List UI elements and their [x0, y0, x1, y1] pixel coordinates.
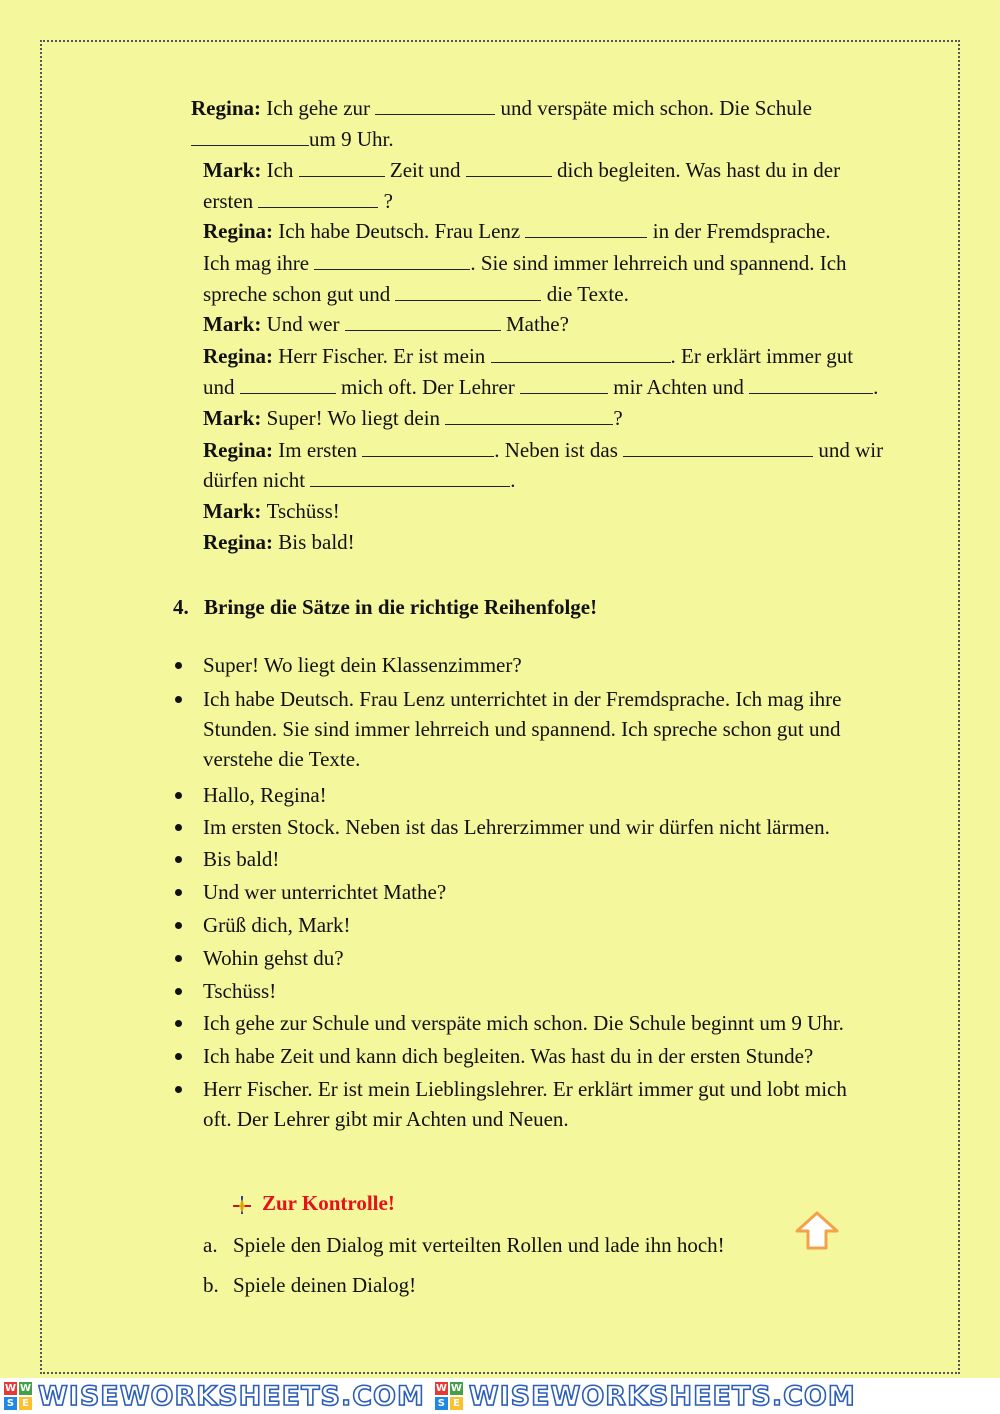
task-text: Spiele den Dialog mit verteilten Rollen und lade ihn hoch!: [233, 1233, 725, 1257]
sentence-text: Im ersten Stock. Neben ist das Lehrerzimmer und wir dürfen nicht lärmen.: [203, 815, 830, 839]
dialog-line: [191, 95, 812, 121]
dialog-text: und wir: [813, 438, 884, 462]
bullet-icon: [175, 824, 182, 831]
blank-field[interactable]: [299, 158, 385, 177]
bullet-icon: [175, 988, 182, 995]
dialog-line: [203, 157, 840, 183]
brand-logo-icon: W W S E: [435, 1383, 462, 1409]
dialog-text: Herr Fischer. Er ist mein: [278, 344, 491, 368]
sentence-item[interactable]: [203, 844, 279, 874]
dialog-text: dich begleiten. Was hast du in der: [551, 158, 841, 182]
dialog-line: [203, 529, 355, 555]
blank-field[interactable]: [310, 468, 510, 487]
dialog-text: und: [203, 375, 240, 399]
blank-field[interactable]: [445, 406, 613, 425]
kontrolle-task-b: [203, 1272, 416, 1298]
speaker-name: Mark:: [203, 312, 267, 336]
blank-field[interactable]: [345, 312, 501, 331]
sentence-item[interactable]: [203, 812, 830, 842]
brand-text: WISEWORKSHEETS.COM: [38, 1380, 425, 1412]
task-label: a.: [203, 1233, 218, 1257]
dialog-line: [203, 343, 853, 369]
dialog-line: [203, 281, 629, 307]
task-4-heading: [173, 594, 597, 620]
blank-field[interactable]: [362, 438, 494, 457]
dialog-text: in der Fremdsprache.: [647, 219, 831, 243]
sentence-text: Und wer unterrichtet Mathe?: [203, 880, 447, 904]
dialog-text: mir Achten und: [608, 375, 750, 399]
sentence-item[interactable]: [203, 910, 351, 940]
sentence-item[interactable]: [203, 877, 446, 907]
dialog-line: [203, 188, 393, 214]
blank-field[interactable]: [314, 251, 470, 270]
bullet-icon: [175, 1086, 182, 1093]
dialog-line: [191, 126, 394, 152]
dialog-text: Ich: [266, 158, 299, 182]
dialog-text: . Neben ist das: [494, 438, 624, 462]
speaker-name: Regina:: [203, 438, 279, 462]
dialog-text: Tschüss!: [266, 499, 340, 523]
sentence-text: Ich gehe zur Schule und verspäte mich schon. Die Schule beginnt um 9 Uhr.: [203, 1011, 844, 1035]
sentence-text: Bis bald!: [203, 847, 280, 871]
dialog-text: . Sie sind immer lehrreich und spannend. Ich: [470, 251, 847, 275]
speaker-name: Regina:: [203, 219, 279, 243]
sentence-item[interactable]: [203, 943, 344, 973]
dialog-text: Ich gehe zur: [266, 96, 376, 120]
sentence-text: Tschüss!: [203, 979, 277, 1003]
bullet-icon: [175, 922, 182, 929]
sentence-item[interactable]: [203, 684, 842, 774]
blank-field[interactable]: [395, 282, 541, 301]
blank-field[interactable]: [240, 375, 336, 394]
speaker-name: Regina:: [203, 530, 279, 554]
blank-field[interactable]: [749, 375, 873, 394]
kontrolle-title: Zur Kontrolle!: [262, 1191, 395, 1215]
dialog-line: [203, 498, 340, 524]
dialog-text: mich oft. Der Lehrer: [335, 375, 521, 399]
brand-logo-icon: W W S E: [4, 1383, 32, 1409]
sentence-item[interactable]: [203, 1008, 844, 1038]
dialog-text: ?: [378, 189, 393, 213]
dialog-text: . Er erklärt immer gut: [670, 344, 854, 368]
dialog-line: [203, 218, 831, 244]
blank-field[interactable]: [525, 219, 647, 238]
dialog-line: [203, 250, 847, 276]
bullet-icon: [175, 696, 182, 703]
upload-arrow-icon[interactable]: [793, 1210, 841, 1252]
dialog-text: .: [873, 375, 879, 399]
blank-field[interactable]: [466, 158, 552, 177]
kontrolle-heading: [232, 1190, 395, 1216]
dialog-text: spreche schon gut und: [203, 282, 396, 306]
bullet-icon: [175, 1020, 182, 1027]
dialog-text: um 9 Uhr.: [309, 127, 394, 151]
blank-field[interactable]: [375, 96, 495, 115]
dialog-line: [203, 374, 878, 400]
speaker-name: Mark:: [203, 499, 267, 523]
blank-field[interactable]: [520, 375, 608, 394]
sentence-text: Ich habe Zeit und kann dich begleiten. Was hast du in der ersten Stunde?: [203, 1044, 814, 1068]
dialog-text: die Texte.: [541, 282, 629, 306]
dialog-text: Und wer: [266, 312, 345, 336]
task-4-number: 4.: [173, 595, 189, 619]
plus-star-icon: [232, 1195, 252, 1215]
bullet-icon: [175, 792, 182, 799]
task-4-title: Bringe die Sätze in die richtige Reihenfolge!: [204, 595, 598, 619]
blank-field[interactable]: [491, 344, 671, 363]
dialog-text: und verspäte mich schon. Die Schule: [495, 96, 812, 120]
dialog-text: ?: [613, 406, 623, 430]
dialog-text: dürfen nicht: [203, 468, 311, 492]
speaker-name: Regina:: [191, 96, 267, 120]
speaker-name: Mark:: [203, 158, 267, 182]
sentence-item[interactable]: [203, 1041, 813, 1071]
dialog-text: Bis bald!: [278, 530, 355, 554]
task-label: b.: [203, 1273, 219, 1297]
speaker-name: Mark:: [203, 406, 267, 430]
speaker-name: Regina:: [203, 344, 279, 368]
dialog-line: [203, 467, 516, 493]
sentence-item[interactable]: [203, 780, 327, 810]
dialog-text: Ich habe Deutsch. Frau Lenz: [278, 219, 526, 243]
footer-watermark: [0, 1378, 1000, 1414]
brand-text: WISEWORKSHEETS.COM: [468, 1380, 856, 1412]
dialog-text: ersten: [203, 189, 259, 213]
bullet-icon: [175, 1053, 182, 1060]
sentence-item[interactable]: [203, 650, 522, 680]
dialog-line: [203, 437, 883, 463]
sentence-text: Grüß dich, Mark!: [203, 913, 351, 937]
bullet-icon: [175, 662, 182, 669]
sentence-text: Wohin gehst du?: [203, 946, 344, 970]
sentence-text: Ich habe Deutsch. Frau Lenz unterrichtet in der Fremdsprache. Ich mag ihre: [203, 687, 842, 711]
kontrolle-task-a: [203, 1232, 725, 1258]
bullet-icon: [175, 856, 182, 863]
dialog-text: Mathe?: [500, 312, 569, 336]
sentence-item[interactable]: [203, 1074, 847, 1134]
sentence-text: Herr Fischer. Er ist mein Lieblingslehrer. Er erklärt immer gut und lobt mich: [203, 1077, 847, 1101]
dialog-text: Super! Wo liegt dein: [266, 406, 446, 430]
sentence-text: Super! Wo liegt dein Klassenzimmer?: [203, 653, 522, 677]
dialog-line: [203, 405, 623, 431]
dialog-text: Im ersten: [278, 438, 363, 462]
task-text: Spiele deinen Dialog!: [233, 1273, 417, 1297]
dialog-text: .: [510, 468, 516, 492]
sentence-text: Hallo, Regina!: [203, 783, 327, 807]
sentence-item[interactable]: [203, 976, 276, 1006]
bullet-icon: [175, 889, 182, 896]
sentence-text: verstehe die Texte.: [203, 747, 361, 771]
dialog-line: [203, 311, 569, 337]
bullet-icon: [175, 955, 182, 962]
blank-field[interactable]: [623, 438, 813, 457]
blank-field[interactable]: [191, 127, 309, 146]
sentence-text: oft. Der Lehrer gibt mir Achten und Neuen.: [203, 1107, 569, 1131]
dialog-text: Ich mag ihre: [203, 251, 315, 275]
sentence-text: Stunden. Sie sind immer lehrreich und spannend. Ich spreche schon gut und: [203, 717, 841, 741]
blank-field[interactable]: [258, 189, 378, 208]
dialog-text: Zeit und: [384, 158, 466, 182]
